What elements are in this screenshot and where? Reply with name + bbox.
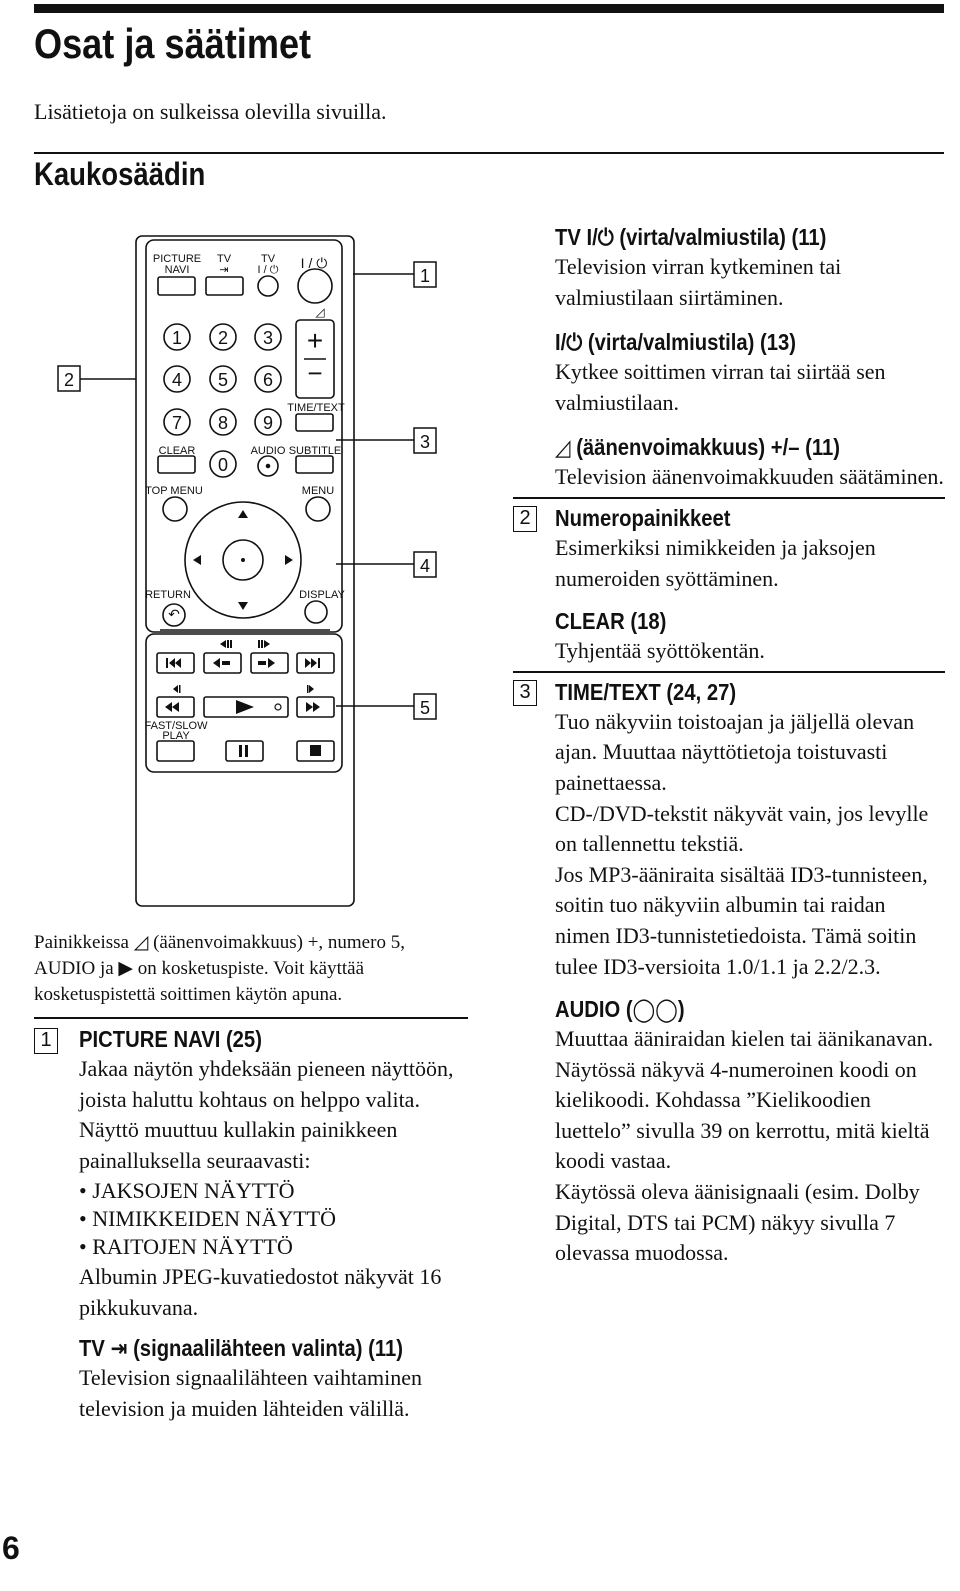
svg-text:5: 5 [217,370,229,390]
section-title: Kaukosäädin [34,156,206,192]
svg-text:+: + [306,325,324,356]
item-number-2: 2 [513,506,537,532]
power-desc: Kytkee soittimen virran tai siirtää sen valmiustilaan. [555,359,886,415]
callout-4: 4 [419,556,431,576]
audio-desc: Muuttaa ääniraidan kielen tai äänikanavan. [555,1026,934,1052]
svg-text:4: 4 [171,370,183,390]
item-time-text [513,677,945,982]
svg-text:2: 2 [217,328,229,348]
time-text-title: TIME/TEXT (24, 27) [555,678,737,705]
svg-text:PLAY: PLAY [162,730,190,742]
item-number-keys [513,503,945,594]
remote-illustration [40,225,460,915]
svg-text:8: 8 [217,413,229,433]
volume-desc: Television äänenvoimakkuuden säätäminen. [555,464,944,490]
section-rule [34,152,944,154]
label-clear: CLEAR [158,445,196,457]
top-rule [34,4,944,13]
callout-2: 2 [63,370,75,390]
svg-text:6: 6 [262,370,274,390]
audio-desc2: Näytössä näkyvä 4-numeroinen koodi on kielikoodi. Kohdassa ”Kielikoodien luettelo” sivulla 39 on kerrottu, mitä kieltä koodi vastaa. [555,1056,930,1174]
svg-text:7: 7 [171,413,183,433]
svg-text:◿: ◿ [315,305,325,319]
rule-3 [513,671,945,673]
svg-text:−: − [307,358,323,388]
svg-text:NAVI: NAVI [164,264,190,276]
label-tv-input: TV [216,253,232,265]
callout-1: 1 [419,266,431,286]
svg-text:↶: ↶ [168,606,180,622]
callout-5: 5 [419,698,431,718]
volume-title: ◿ (äänenvoimakkuus) +/– (11) [555,434,840,461]
label-audio: AUDIO [250,445,286,457]
tv-power-title: TV I/⏻ (virta/valmiustila) (11) [555,224,827,250]
number-keys-title: Numeropainikkeet [555,504,731,531]
picture-navi-desc2: Näyttö muuttuu kullakin painikkeen painalluksella seuraavasti: [79,1117,398,1173]
time-text-desc3: Jos MP3-ääniraita sisältää ID3-tunnisteen, soitin tuo näkyviin albumin tai raidan nimen ID3-tunnistetiedoista. Tämä soitin tulee ID3-versioita 1.0/1.1 ja 2.2/2.3. [555,861,928,979]
picture-navi-desc: Jakaa näytön yhdeksään pieneen näyttöön, joista haluttu kohtaus on helppo valita. [79,1056,454,1112]
picture-navi-title: PICTURE NAVI (25) [79,1026,262,1052]
left-rule [34,1017,468,1019]
page-number: 6 [2,1530,20,1566]
bullet-item: • NIMIKKEIDEN NÄYTTÖ [79,1205,336,1231]
item-picture-navi [34,1024,474,1425]
number-keys-desc: Esimerkiksi nimikkeiden ja jaksojen numeroiden syöttäminen. [555,534,876,591]
audio-title: AUDIO (◯◯) [555,996,685,1023]
label-time-text: TIME/TEXT [287,402,345,414]
touch-dot-note: Painikkeissa ◿ (äänenvoimakkuus) +, numero 5, AUDIO ja ▶ on kosketuspiste. Voit käyttää kosketuspistettä soittimen käytön apuna. [34,932,405,1005]
callout-3: 3 [419,432,431,452]
svg-text:FAST/SLOW: FAST/SLOW [144,720,208,732]
right-column [513,222,945,1269]
tv-input-desc: Television signaalilähteen vaihtaminen television ja muiden lähteiden välillä. [79,1365,423,1421]
page-title: Osat ja säätimet [34,20,312,67]
svg-text:9: 9 [262,413,274,433]
clear-title: CLEAR (18) [555,608,667,635]
label-subtitle: SUBTITLE [288,445,342,457]
label-top-menu: TOP MENU [145,485,203,497]
label-picture-navi: PICTURE [152,253,202,265]
label-display: DISPLAY [299,589,345,601]
clear-desc: Tyhjentää syöttökentän. [555,638,765,664]
svg-text:⇥: ⇥ [219,264,229,276]
label-tv-power: TV [260,253,276,265]
time-text-desc: Tuo näkyviin toistoajan ja jäljellä olevan ajan. Muuttaa näyttötietoja toistuvasti painettaessa. [555,708,915,795]
bullet-item: • JAKSOJEN NÄYTTÖ [79,1178,295,1204]
item-number-1: 1 [34,1028,58,1054]
tv-input-title: TV ⇥ (signaalilähteen valinta) (11) [79,1335,404,1362]
intro-text: Lisätietoja on sulkeissa olevilla sivuilla. [34,99,387,124]
time-text-desc2: CD-/DVD-tekstit näkyvät vain, jos levylle on tallennettu tekstiä. [555,800,929,857]
power-title: I/⏻ (virta/valmiustila) (13) [555,329,796,356]
svg-text:3: 3 [262,328,274,348]
svg-text:I / ⏻: I / ⏻ [257,264,279,276]
rule-2 [513,497,945,499]
bullet-item: • RAITOJEN NÄYTTÖ [79,1233,293,1259]
label-return: RETURN [145,589,191,601]
svg-text:I / ⏻: I / ⏻ [300,255,328,271]
svg-text:1: 1 [171,328,183,348]
label-menu: MENU [301,485,335,497]
item-number-3: 3 [513,680,537,706]
picture-navi-desc3: Albumin JPEG-kuvatiedostot näkyvät 16 pikkukuvana. [79,1264,442,1320]
tv-power-desc: Television virran kytkeminen tai valmiustilaan siirtäminen. [555,254,842,310]
audio-desc3: Käytössä oleva äänisignaali (esim. Dolby Digital, DTS tai PCM) näkyy sivulla 7 olevassa muodossa. [555,1179,920,1266]
svg-text:0: 0 [217,455,229,475]
